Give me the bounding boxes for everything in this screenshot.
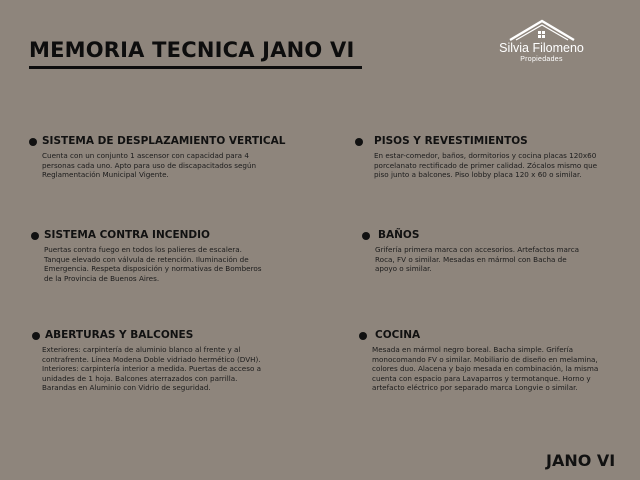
section-body: En estar-comedor, baños, dormitorios y cocina placas 120x60 porcelanato rectificado de primer calidad. Zócalos mismo que piso junto a balcones. Piso lobby placa 120 x 60 o similar. <box>374 151 598 180</box>
section-body: Exteriores: carpintería de aluminio blanco al frente y al contrafrente. Línea Modena Doble vidriado hermético (DVH). Interiores: carpintería interior a medida. Puertas de acceso a unidades de 1 hoja. Balcones aterrazados con parrilla. Barandas en Aluminio con Vidrio de seguridad. <box>42 345 262 393</box>
section-title: SISTEMA DE DESPLAZAMIENTO VERTICAL <box>42 135 286 147</box>
section-cocina <box>359 329 609 393</box>
section-title: BAÑOS <box>378 229 420 241</box>
bullet-icon <box>29 138 37 146</box>
section-aberturas <box>32 329 272 393</box>
bullet-icon <box>31 232 39 240</box>
section-body: Puertas contra fuego en todos los palieres de escalera. Tanque elevado con válvula de retención. Iluminación de Emergencia. Respeta disposición y normativas de Bomberos de la Provincia de Buenos Aires. <box>44 245 262 283</box>
section-incendio <box>31 229 269 283</box>
section-banos <box>362 229 602 274</box>
page-title: MEMORIA TECNICA JANO VI <box>29 38 355 62</box>
logo-tagline: Propiedades <box>520 56 563 63</box>
section-pisos <box>355 135 605 180</box>
section-title: ABERTURAS Y BALCONES <box>45 329 194 341</box>
brand-logo <box>494 18 589 70</box>
section-title: PISOS Y REVESTIMIENTOS <box>374 135 528 147</box>
section-title: SISTEMA CONTRA INCENDIO <box>44 229 210 241</box>
logo-name: Silvia Filomeno <box>499 41 584 55</box>
section-title: COCINA <box>375 329 421 341</box>
section-body: Mesada en mármol negro boreal. Bacha simple. Grifería monocomando FV o similar. Mobiliario de diseño en melamina, colores duo. Alacena y bajo mesada en combinación, la misma cuenta con espacio para Lavaparros y termotanque. Horno y artefacto eléctrico por separado marca Longvie o similar. <box>372 345 599 393</box>
title-underline <box>29 66 362 69</box>
section-body: Cuenta con un conjunto 1 ascensor con capacidad para 4 personas cada uno. Apto para uso de discapacitados según Reglamentación Municipal Vigente. <box>42 151 257 180</box>
house-roof-icon <box>507 18 577 42</box>
bullet-icon <box>355 138 363 146</box>
section-desplazamiento <box>29 135 286 180</box>
bullet-icon <box>359 332 367 340</box>
footer-label: JANO VI <box>546 451 616 470</box>
bullet-icon <box>362 232 370 240</box>
bullet-icon <box>32 332 40 340</box>
section-body: Grifería primera marca con accesorios. Artefactos marca Roca, FV o similar. Mesadas en mármol con Bacha de apoyo o similar. <box>375 245 580 274</box>
